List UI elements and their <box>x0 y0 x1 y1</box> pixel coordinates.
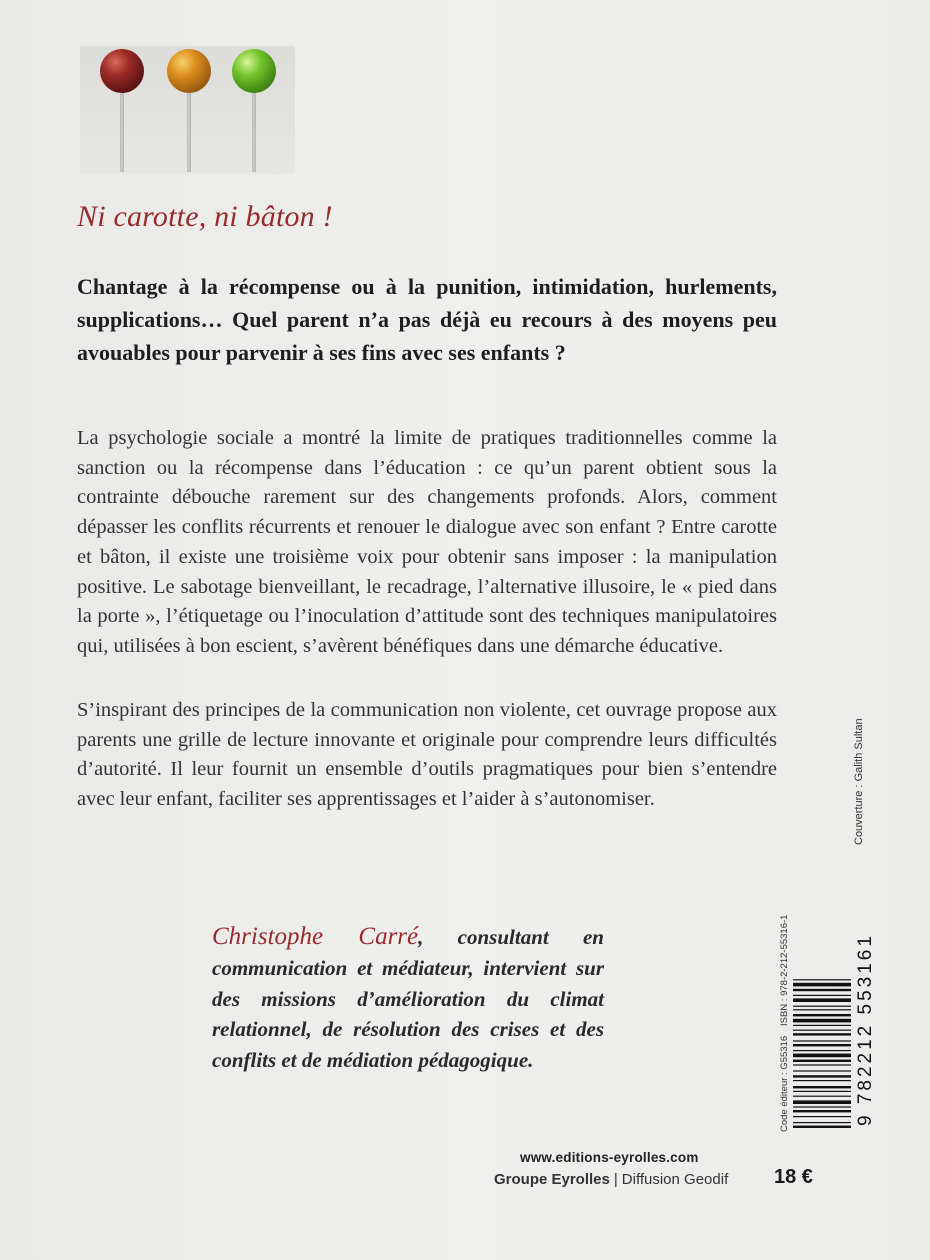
website-link[interactable]: www.editions-eyrolles.com <box>520 1150 699 1165</box>
barcode-bar <box>793 1044 851 1046</box>
lead-paragraph: Chantage à la récompense ou à la punition, intimidation, hurlements, supplications… Quel parent n’a pas déjà eu recours à des moyens peu avouables pour parvenir à ses fins avec ses enfants ? <box>77 274 777 365</box>
barcode-bar <box>793 1122 851 1123</box>
barcode-bar <box>793 1086 851 1088</box>
barcode-bar <box>793 1110 851 1112</box>
barcode-bar <box>793 1019 851 1023</box>
book-title: Ni carotte, ni bâton ! <box>77 200 333 233</box>
barcode-bar <box>793 983 851 987</box>
barcode-bar <box>793 979 851 980</box>
body-paragraph-1: La psychologie sociale a montré la limite de pratiques traditionnelles comme la sanction ou la récompense dans l’éducation : ce qu’un parent obtient sous la contrainte débouche rarement sur des changements profonds. Alors, comment dépasser les conflits récurrents et renouer le dialogue avec son enfant ? Entre carotte et bâton, il existe une troisième voix pour obtenir sans imposer : la manipulation positive. Le sabotage bienveillant, le recadrage, l’alternative illusoire, le « pied dans la porte », l’étiquetage ou l’inoculation d’attitude sont des techniques manipulatoires qui, utilisées à bon escient, s’avèrent bénéfiques dans une démarche éducative. <box>77 427 777 657</box>
barcode-bar <box>793 989 851 991</box>
red-pin <box>100 49 144 172</box>
distribution: Diffusion Geodif <box>621 1171 729 1188</box>
barcode-bar <box>793 1116 851 1117</box>
green-pin <box>232 49 276 172</box>
barcode-bar <box>793 1064 851 1065</box>
barcode-bar <box>793 1106 851 1107</box>
barcode <box>775 912 875 1134</box>
price: 18 € <box>774 1166 813 1188</box>
barcode-bar <box>793 1009 851 1010</box>
barcode-bar <box>793 1030 851 1031</box>
publisher-line <box>494 1171 728 1188</box>
barcode-bar <box>793 1014 851 1016</box>
publisher-code: Code éditeur : G55316 <box>779 1035 790 1132</box>
barcode-bar <box>793 1033 851 1035</box>
barcode-number: 9 782212 553161 <box>855 933 875 1126</box>
isbn-text: ISBN : 978-2-212-55316-1 <box>779 914 790 1026</box>
barcode-bar <box>793 1040 851 1041</box>
pins-photo <box>80 46 295 174</box>
barcode-bar <box>793 1070 851 1071</box>
publisher-group: Groupe Eyrolles <box>494 1171 610 1188</box>
barcode-bars <box>793 979 851 1128</box>
cover-credit: Couverture : Galith Sultan <box>853 718 865 845</box>
barcode-bar <box>793 1050 851 1051</box>
author-bio <box>212 922 604 1076</box>
barcode-bar <box>793 995 851 996</box>
separator: | <box>613 1171 618 1188</box>
barcode-bar <box>793 1006 851 1007</box>
body-paragraph-2: S’inspirant des principes de la communication non violente, cet ouvrage propose aux parents une grille de lecture innovante et originale pour comprendre leurs difficultés d’autorité. Il leur fournit un ensemble d’outils pragmatiques pour bien s’entendre avec leur enfant, faciliter ses apprentissages et l’aider à s’autonomiser. <box>77 699 777 811</box>
barcode-bar <box>793 1096 851 1097</box>
barcode-bar <box>793 1091 851 1092</box>
barcode-bar <box>793 1100 851 1104</box>
barcode-bar <box>793 1080 851 1081</box>
author-name: Christophe Carré <box>212 923 419 950</box>
orange-pin <box>167 49 211 172</box>
barcode-bar <box>793 1126 851 1128</box>
barcode-bar <box>793 998 851 1002</box>
barcode-bar <box>793 1025 851 1026</box>
barcode-bar <box>793 1075 851 1077</box>
barcode-bar <box>793 1060 851 1062</box>
author-bio-text: , consultant en communication et médiateur, intervient sur des missions d’amélioration du climat relationnel, de résolution des crises et des conflits et de médiation pédagogique. <box>212 925 604 1073</box>
barcode-bar <box>793 1054 851 1058</box>
